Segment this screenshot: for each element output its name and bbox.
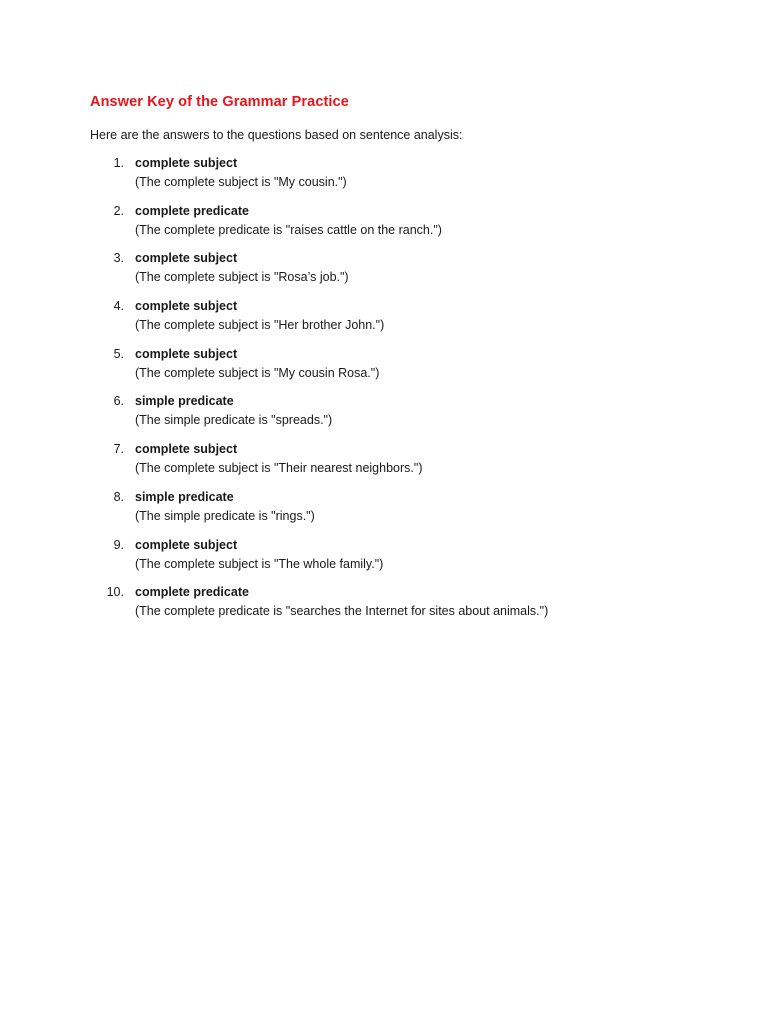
answer-label: simple predicate — [135, 394, 234, 409]
answer-item — [0, 394, 768, 442]
answer-label: complete subject — [135, 346, 238, 361]
answer-item — [0, 585, 768, 633]
answer-detail: (The complete subject is "Their nearest neighbors.") — [135, 461, 423, 476]
answer-item — [0, 347, 768, 395]
answer-label: simple predicate — [135, 489, 234, 504]
answer-number: 3. — [113, 251, 124, 266]
answer-detail: (The simple predicate is "rings.") — [135, 508, 315, 523]
answer-number: 8. — [113, 489, 124, 504]
answer-number: 1. — [113, 156, 124, 170]
answer-item — [0, 156, 768, 204]
answer-detail: (The complete predicate is "raises cattle on the ranch.") — [135, 222, 442, 237]
intro-text: Here are the answers to the questions based on sentence analysis: — [90, 128, 463, 142]
answer-number: 7. — [113, 442, 124, 457]
answer-item — [0, 251, 768, 299]
answer-item — [0, 490, 768, 538]
answer-detail: (The complete subject is "The whole family.") — [135, 556, 384, 571]
page-title: Answer Key of the Grammar Practice — [90, 94, 349, 110]
answer-detail: (The simple predicate is "spreads.") — [135, 413, 333, 428]
answer-list — [0, 156, 768, 633]
answer-label: complete predicate — [135, 585, 249, 600]
answer-detail: (The complete predicate is "searches the Internet for sites about animals.") — [135, 604, 549, 619]
answer-number: 10. — [106, 585, 124, 600]
answer-label: complete subject — [135, 251, 238, 266]
answer-label: complete subject — [135, 156, 238, 170]
answer-label: complete subject — [135, 537, 238, 552]
answer-number: 9. — [113, 537, 124, 552]
answer-item — [0, 204, 768, 252]
answer-number: 5. — [113, 346, 124, 361]
answer-item — [0, 299, 768, 347]
answer-label: complete predicate — [135, 203, 249, 218]
answer-item — [0, 538, 768, 586]
answer-number: 2. — [113, 203, 124, 218]
answer-detail: (The complete subject is "My cousin Rosa.") — [135, 365, 380, 380]
answer-detail: (The complete subject is "Her brother John.") — [135, 318, 385, 333]
answer-number: 6. — [113, 394, 124, 409]
answer-detail: (The complete subject is "My cousin.") — [135, 175, 347, 189]
answer-item — [0, 442, 768, 490]
answer-number: 4. — [113, 299, 124, 314]
answer-label: complete subject — [135, 299, 238, 314]
answer-label: complete subject — [135, 442, 238, 457]
answer-detail: (The complete subject is "Rosa’s job.") — [135, 270, 349, 285]
